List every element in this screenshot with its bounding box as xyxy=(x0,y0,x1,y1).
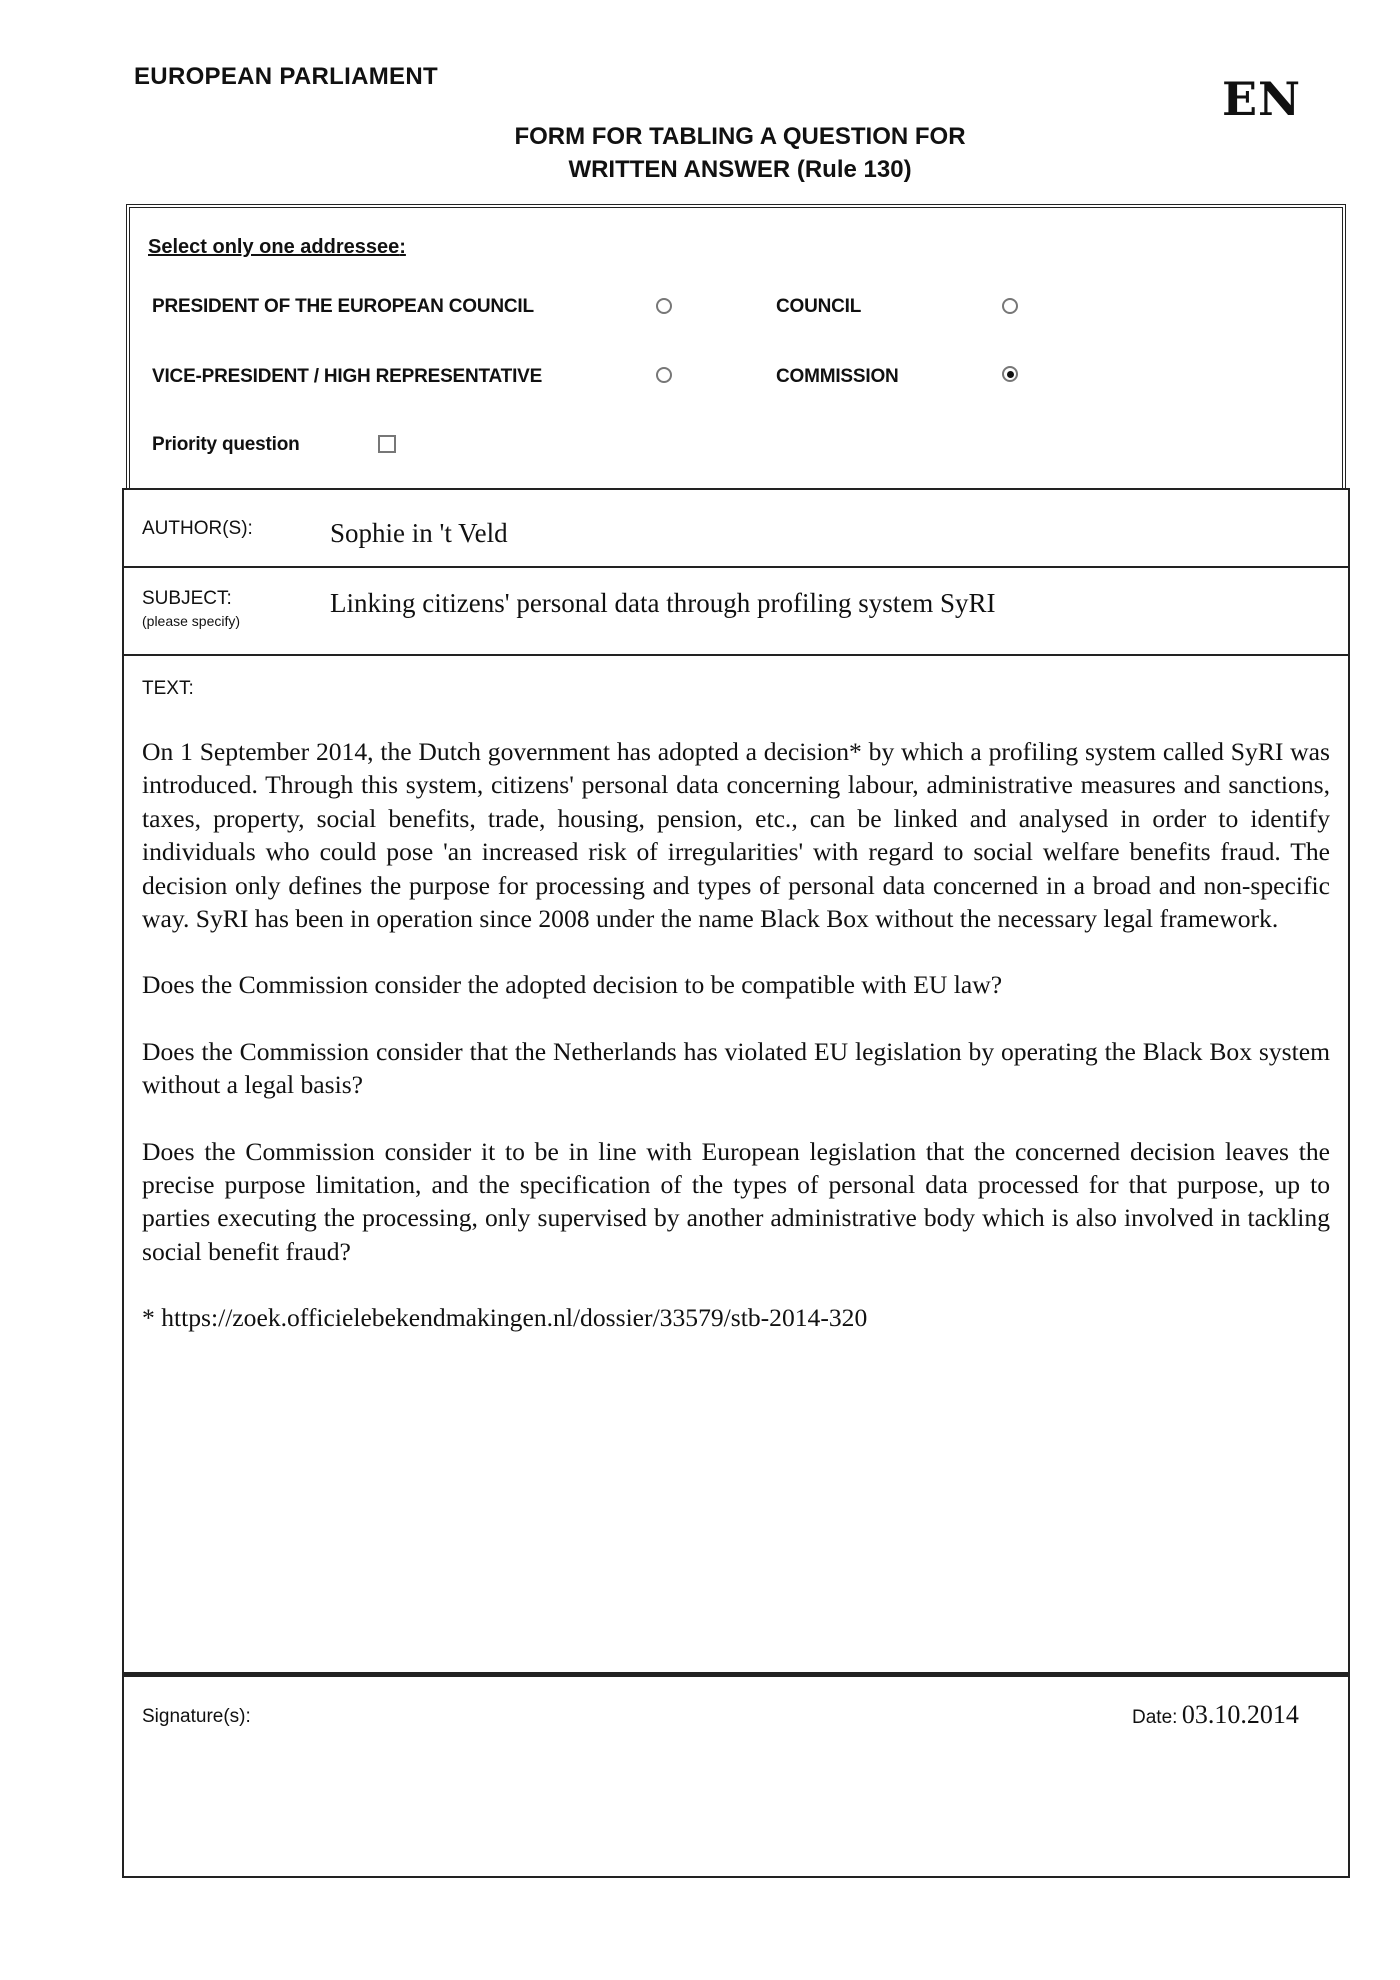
language-code: EN xyxy=(1222,72,1302,126)
authors-value: Sophie in 't Veld xyxy=(330,518,508,548)
radio-commission[interactable] xyxy=(1002,366,1018,382)
priority-question-checkbox[interactable] xyxy=(378,435,396,453)
addressee-heading: Select only one addressee: xyxy=(148,236,406,258)
text-label: TEXT: xyxy=(142,678,194,699)
form-title-line2: WRITTEN ANSWER (Rule 130) xyxy=(568,156,912,183)
text-footnote: * https://zoek.officielebekendmakingen.nl/dossier/33579/stb-2014-320 xyxy=(142,1303,868,1333)
question-text xyxy=(142,735,1330,1368)
option-label-council: COUNCIL xyxy=(776,296,862,317)
option-label-president-european-council: PRESIDENT OF THE EUROPEAN COUNCIL xyxy=(152,296,534,317)
option-label-commission: COMMISSION xyxy=(776,366,899,387)
authors-row xyxy=(122,488,1350,568)
priority-question-label: Priority question xyxy=(152,434,300,455)
date-label: Date: xyxy=(1132,1707,1178,1728)
text-paragraph-4: Does the Commission consider it to be in line with European legislation that the concerned decision leaves the precise purpose limitation, and the specification of the types of personal data processed for that purpose, up to parties executing the processing, only supervised by another administrative body which is also involved in tackling social benefit fraud? xyxy=(142,1136,1330,1266)
date-field xyxy=(1132,1700,1299,1730)
text-paragraph-1: On 1 September 2014, the Dutch government has adopted a decision* by which a profiling system called SyRI was introduced. Through this system, citizens' personal data concerning labour, administrative measures and sanctions, taxes, property, social benefits, trade, housing, pension, etc., can be linked and analysed in order to identify individuals who could pose 'an increased risk of irregularities' with regard to social welfare benefits fraud. The decision only defines the purpose for processing and types of personal data concerned in a broad and non-specific way. SyRI has been in operation since 2008 under the name Black Box without the necessary legal framework. xyxy=(142,737,1330,934)
text-paragraph-2: Does the Commission consider the adopted decision to be compatible with EU law? xyxy=(142,970,1003,1000)
subject-sublabel: (please specify) xyxy=(142,613,241,629)
radio-council[interactable] xyxy=(1002,298,1018,314)
option-label-vice-president: VICE-PRESIDENT / HIGH REPRESENTATIVE xyxy=(152,366,543,387)
text-paragraph-3: Does the Commission consider that the Netherlands has violated EU legislation by operating the Black Box system without a legal basis? xyxy=(142,1036,1330,1100)
date-value: 03.10.2014 xyxy=(1181,1700,1299,1729)
organisation-name: EUROPEAN PARLIAMENT xyxy=(134,63,438,90)
radio-vice-president[interactable] xyxy=(656,367,672,383)
radio-president-european-council[interactable] xyxy=(656,298,672,314)
signature-label: Signature(s): xyxy=(142,1706,251,1727)
subject-label: SUBJECT: xyxy=(142,588,232,609)
subject-value: Linking citizens' personal data through profiling system SyRI xyxy=(330,588,996,618)
authors-label: AUTHOR(S): xyxy=(142,518,253,539)
form-title xyxy=(420,120,1060,186)
form-title-line1: FORM FOR TABLING A QUESTION FOR xyxy=(514,123,966,150)
